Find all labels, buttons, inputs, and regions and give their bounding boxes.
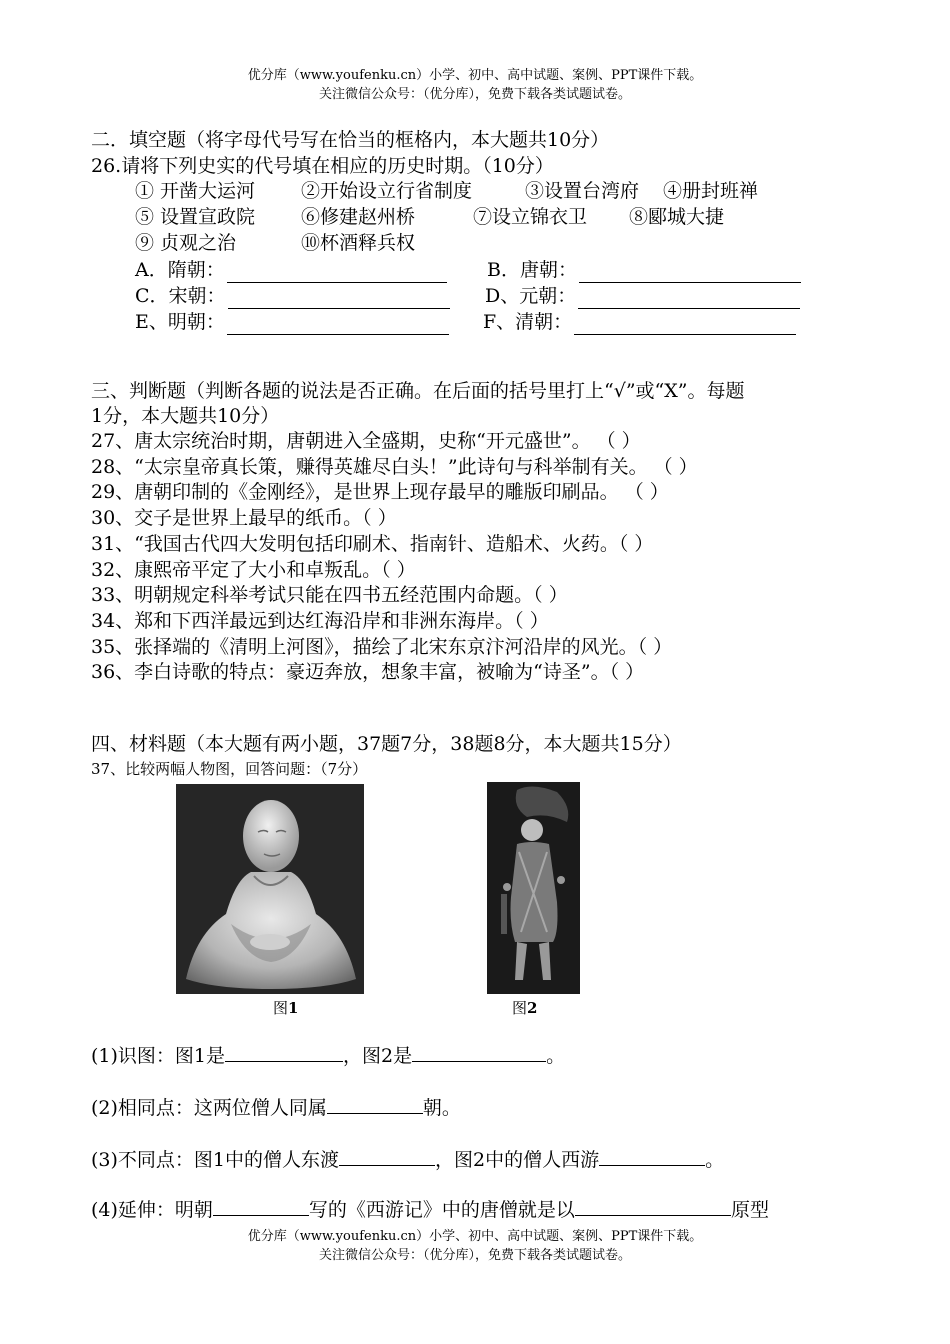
event-item: ⑨ 贞观之治	[135, 232, 237, 254]
answer-blank[interactable]	[575, 1195, 731, 1216]
event-item: ⑧郾城大捷	[629, 206, 725, 228]
figure-1-caption: 图1	[273, 999, 299, 1017]
judgment-question: 29、唐朝印制的《金刚经》，是世界上现存最早的雕版印刷品。 （ ）	[91, 481, 669, 504]
sub-question-3: (3)不同点：图1中的僧人东渡 ，图2中的僧人西游 。	[91, 1145, 724, 1173]
header-line-1: 优分库（www.youfenku.cn）小学、初中、高中试题、案例、PPT课件下载。	[247, 68, 703, 83]
answer-blank[interactable]	[227, 262, 447, 283]
footer-line-2: 关注微信公众号：（优分库），免费下载各类试题试卷。	[318, 1248, 631, 1263]
header-line-2: 关注微信公众号：（优分库），免费下载各类试题试卷。	[318, 87, 631, 102]
event-item: ⑩杯酒释兵权	[301, 232, 416, 254]
event-item: ②开始设立行省制度	[301, 180, 473, 202]
footer-line-1: 优分库（www.youfenku.cn）小学、初中、高中试题、案例、PPT课件下载。	[247, 1229, 703, 1244]
seated-monk-statue-image	[176, 784, 364, 994]
answer-blank[interactable]	[228, 288, 450, 309]
judgment-question: 28、“太宗皇帝真长策，赚得英雄尽白头！”此诗句与科举制有关。 （ ）	[91, 455, 698, 478]
judgment-question: 27、唐太宗统治时期，唐朝进入全盛期，史称“开元盛世”。 （ ）	[91, 430, 641, 452]
event-item: ⑥修建赵州桥	[301, 206, 416, 228]
walking-monk-painting-image	[487, 782, 580, 994]
section-2-heading: 二．填空题（将字母代号写在恰当的框格内，本大题共10分）	[91, 129, 610, 151]
sub-question-4: (4)延伸：明朝 写的《西游记》中的唐僧就是以 原型	[91, 1195, 769, 1223]
judgment-question: 35、张择端的《清明上河图》，描绘了北宋东京汴河沿岸的风光。（ ）	[91, 635, 673, 658]
answer-blank[interactable]	[225, 1041, 343, 1062]
answer-blank[interactable]	[579, 262, 801, 283]
answer-blank[interactable]	[213, 1195, 309, 1216]
dynasty-label: E、明朝：	[135, 311, 225, 333]
answer-blank[interactable]	[327, 1093, 423, 1114]
answer-blank[interactable]	[578, 288, 800, 309]
answer-blank[interactable]	[599, 1145, 705, 1166]
judgment-question: 31、“我国古代四大发明包括印刷术、指南针、造船术、火药。（ ）	[91, 532, 654, 555]
judgment-question: 34、郑和下西洋最远到达红海沿岸和非洲东海岸。（ ）	[91, 609, 549, 632]
judgment-question: 30、交子是世界上最早的纸币。（ ）	[91, 507, 397, 530]
event-item: ① 开凿大运河	[135, 180, 256, 202]
answer-blank[interactable]	[339, 1145, 435, 1166]
event-item: ⑤ 设置宣政院	[135, 206, 256, 228]
section-3-heading-line-1: 三、判断题（判断各题的说法是否正确。在后面的括号里打上“√”或“X”。每题	[91, 380, 745, 402]
question-37: 37、比较两幅人物图，回答问题：（7分）	[91, 760, 368, 778]
event-item: ③设置台湾府	[525, 180, 640, 202]
dynasty-label: A．隋朝：	[135, 259, 225, 281]
judgment-question: 36、李白诗歌的特点：豪迈奔放，想象丰富，被喻为“诗圣”。（ ）	[91, 661, 645, 684]
answer-blank[interactable]	[574, 314, 796, 335]
figure-2-caption: 图2	[512, 999, 538, 1017]
sub-question-1: (1)识图：图1是 ，图2是 。	[91, 1041, 565, 1069]
dynasty-label: F、清朝：	[483, 311, 573, 333]
event-item: ⑦设立锦衣卫	[473, 206, 588, 228]
page-header	[0, 66, 950, 104]
page-footer	[0, 1227, 950, 1265]
answer-blank[interactable]	[412, 1041, 546, 1062]
judgment-question: 32、康熙帝平定了大小和卓叛乱。（ ）	[91, 558, 416, 581]
section-4-heading: 四、材料题（本大题有两小题，37题7分，38题8分，本大题共15分）	[91, 733, 682, 755]
section-3-heading-line-2: 1分，本大题共10分）	[91, 405, 280, 427]
judgment-question: 33、明朝规定科举考试只能在四书五经范围内命题。（ ）	[91, 584, 568, 607]
sub-question-2: (2)相同点：这两位僧人同属 朝。	[91, 1093, 461, 1121]
dynasty-label: C．宋朝：	[135, 285, 226, 307]
answer-blank[interactable]	[227, 314, 449, 335]
question-26: 26.请将下列史实的代号填在相应的历史时期。（10分）	[91, 155, 554, 177]
dynasty-label: B．唐朝：	[487, 259, 577, 281]
event-item: ④册封班禅	[663, 180, 759, 202]
dynasty-label: D、元朝：	[485, 285, 577, 307]
